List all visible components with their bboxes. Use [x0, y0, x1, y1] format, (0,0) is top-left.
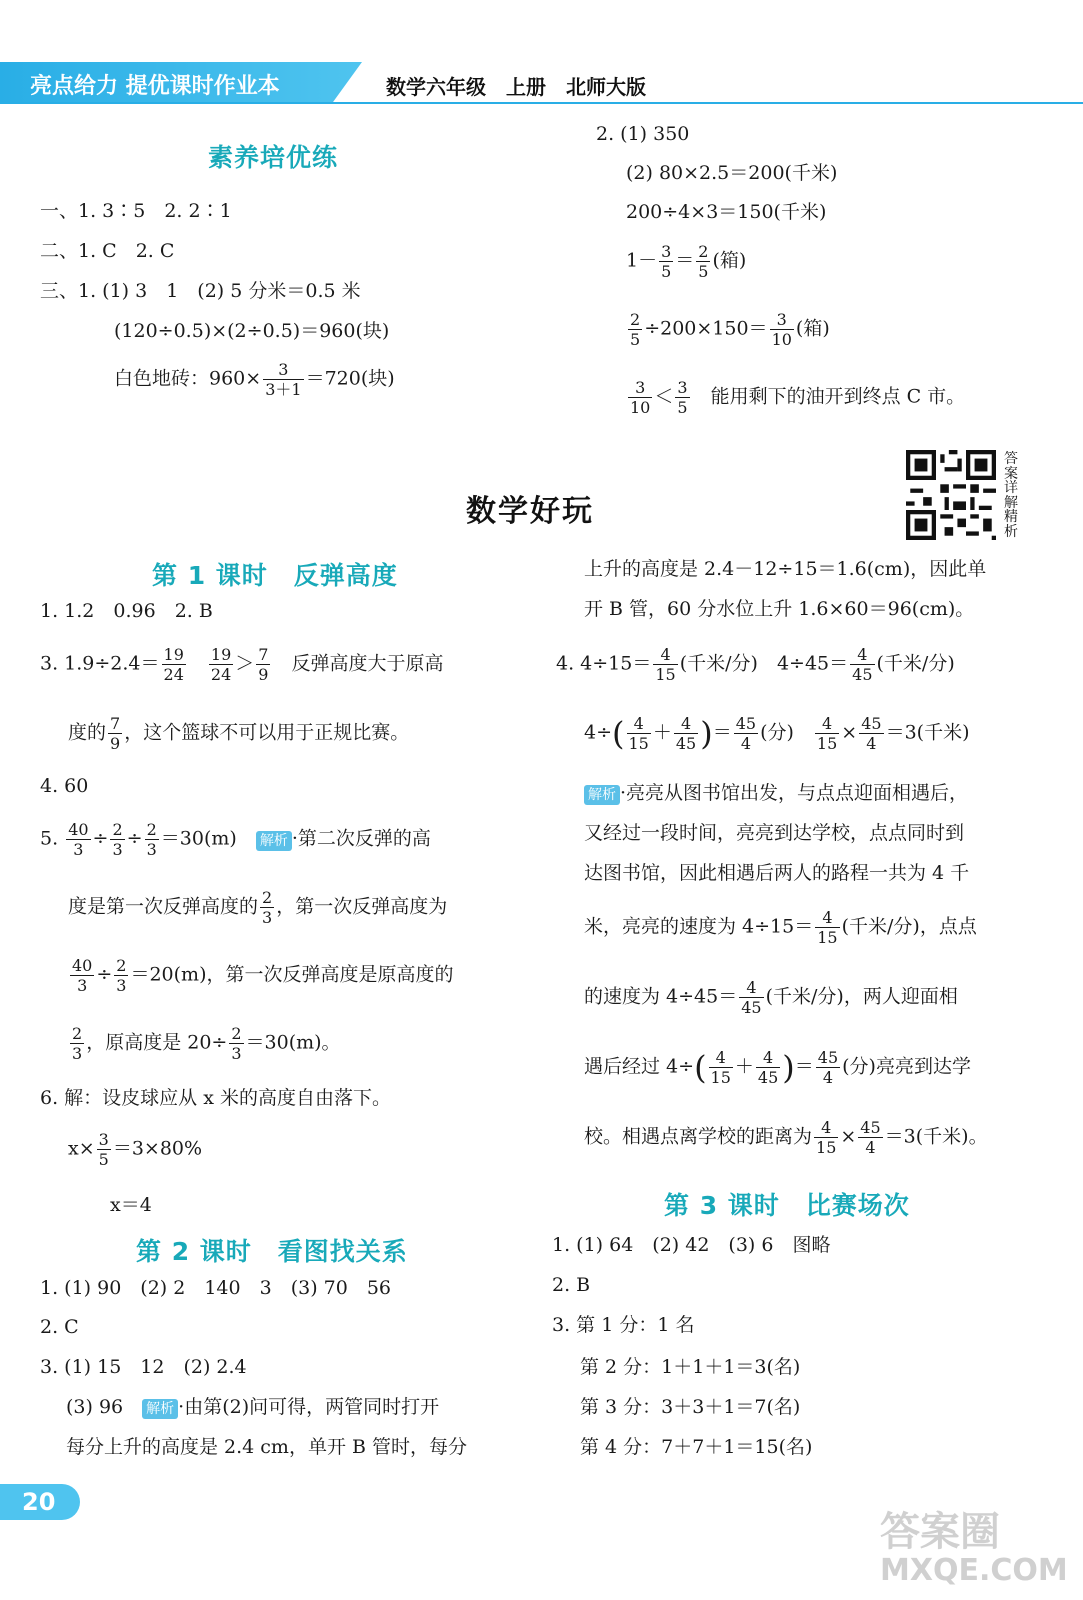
fraction: $\frac{2}{3}$ [146, 820, 157, 859]
fraction: $\frac{2}{3}$ [231, 1024, 242, 1063]
watermark-url: MXQE.COM [880, 1553, 1068, 1588]
answer-line: (2) 80×2.5＝200(千米) [626, 162, 838, 184]
answer-line: 3. (1) 15 12 (2) 2.4 [40, 1356, 247, 1378]
fraction: $\frac{3}{5}$ [98, 1130, 109, 1169]
fraction: $\frac{4}{45}$ [675, 714, 697, 753]
lesson-title: 第 1 课时 反弹高度 [152, 561, 398, 590]
answer-line: 又经过一段时间，亮亮到达学校，点点同时到 [584, 822, 965, 844]
answer-line: 上升的高度是 2.4－12÷15＝1.6(cm)，因此单 [584, 558, 987, 580]
answer-line: x＝4 [110, 1194, 152, 1216]
header-subject: 数学六年级 上册 北师大版 [386, 75, 646, 99]
answer-line: 第 3 分：3＋3＋1＝7(名) [580, 1396, 801, 1418]
answer-line: 4. 4÷15＝ $\frac{4}{15}$ (千米/分) 4÷45＝ $\frac{4}{45}$ (千米/分) [556, 645, 955, 684]
fraction: $\frac{2}{3}$ [112, 820, 123, 859]
fraction: $\frac{4}{45}$ [852, 645, 873, 684]
analysis-badge: 解析 [256, 831, 292, 851]
fraction: $\frac{45}{4}$ [860, 1118, 881, 1157]
answer-line: 6. 解：设皮球应从 x 米的高度自由落下。 [40, 1087, 391, 1109]
fraction: $\frac{45}{4}$ [861, 714, 882, 753]
fraction: $\frac{2}{5}$ [698, 242, 709, 281]
qr-code-icon[interactable] [906, 450, 996, 540]
answer-line: 200÷4×3＝150(千米) [626, 201, 827, 223]
answer-line: $\frac{2}{5}$ ÷200×150＝ $\frac{3}{10}$ (箱) [630, 310, 830, 349]
answer-line: 1－ $\frac{3}{5}$ ＝ $\frac{2}{5}$ (箱) [626, 242, 747, 281]
fraction: $\frac{45}{4}$ [735, 714, 757, 753]
chapter-title: 数学好玩 [466, 494, 594, 529]
answer-line: 5. $\frac{40}{3}$ ÷ $\frac{2}{3}$ ÷ $\frac{2}{3}$ ＝30(m) 解析 ·第二次反弹的高 [40, 820, 431, 859]
page-number: 20 [0, 1484, 80, 1520]
answer-line: 1. (1) 90 (2) 2 140 3 (3) 70 56 [40, 1277, 391, 1299]
answer-line: 达图书馆，因此相遇后两人的路程一共为 4 千 [584, 862, 970, 884]
fraction: $\frac{4}{15}$ [628, 714, 649, 753]
answer-line: 一、1. 3∶5 2. 2∶1 [40, 200, 232, 222]
answer-line: 米，亮亮的速度为 4÷15＝ $\frac{4}{15}$ (千米/分)，点点 [584, 908, 977, 947]
answer-line: 三、1. (1) 3 1 (2) 5 分米＝0.5 米 [40, 280, 361, 302]
answer-line: 白色地砖：960× $\frac{3}{3+1}$ ＝720(块) [114, 360, 395, 399]
fraction: $\frac{7}{9}$ [110, 714, 121, 753]
lesson-title: 第 3 课时 比赛场次 [664, 1191, 910, 1220]
fraction: $\frac{4}{15}$ [816, 1118, 837, 1157]
answer-line: 3. 1.9÷2.4＝ $\frac{19}{24}$ $\frac{19}{24}$ ＞ $\frac{7}{9}$ 反弹高度大于原高 [40, 645, 444, 684]
fraction: $\frac{3}{3+1}$ [265, 360, 302, 399]
fraction: $\frac{3}{5}$ [661, 242, 672, 281]
answer-line: 2. C [40, 1316, 79, 1338]
answer-line: 1. 1.2 0.96 2. B [40, 600, 213, 622]
fraction: $\frac{2}{3}$ [116, 956, 127, 995]
answer-line: 校。相遇点离学校的距离为 $\frac{4}{15}$ × $\frac{45}{4}$ ＝3(千米)。 [584, 1118, 988, 1157]
fraction: $\frac{4}{15}$ [655, 645, 676, 684]
fraction: $\frac{7}{9}$ [258, 645, 269, 684]
fraction: $\frac{4}{45}$ [757, 1048, 779, 1087]
fraction: $\frac{3}{5}$ [677, 378, 688, 417]
fraction: $\frac{4}{45}$ [741, 978, 762, 1017]
answer-line: 度是第一次反弹高度的 $\frac{2}{3}$ ，第一次反弹高度为 [68, 888, 448, 927]
answer-line: 开 B 管，60 分水位上升 1.6×60＝96(cm)。 [584, 598, 975, 620]
fraction: $\frac{4}{15}$ [817, 908, 838, 947]
answer-line: 第 2 分：1＋1＋1＝3(名) [580, 1356, 801, 1378]
fraction: $\frac{40}{3}$ [72, 956, 93, 995]
fraction: $\frac{2}{5}$ [630, 310, 641, 349]
header-brand: 亮点给力 提优课时作业本 [30, 74, 280, 99]
answer-line: 2. B [552, 1274, 591, 1296]
answer-line: 遇后经过 4÷( $\frac{4}{15}$ ＋ $\frac{4}{45}$ )＝ $\frac{45}{4}$ (分)亮亮到达学 [584, 1048, 971, 1087]
answer-line: 每分上升的高度是 2.4 cm，单开 B 管时，每分 [66, 1436, 467, 1458]
fraction: $\frac{2}{3}$ [262, 888, 273, 927]
fraction: $\frac{3}{10}$ [771, 310, 792, 349]
fraction: $\frac{4}{15}$ [710, 1048, 731, 1087]
answer-line: (120÷0.5)×(2÷0.5)＝960(块) [114, 320, 390, 342]
fraction: $\frac{45}{4}$ [817, 1048, 839, 1087]
fraction: $\frac{4}{15}$ [816, 714, 838, 753]
answer-line: $\frac{2}{3}$ ，原高度是 20÷ $\frac{2}{3}$ ＝30(m)。 [72, 1024, 341, 1063]
answer-line: 的速度为 4÷45＝ $\frac{4}{45}$ (千米/分)，两人迎面相 [584, 978, 958, 1017]
answer-line: 1. (1) 64 (2) 42 (3) 6 图略 [552, 1234, 831, 1256]
answer-line: 4÷( $\frac{4}{15}$ ＋ $\frac{4}{45}$ )＝ $\frac{45}{4}$ (分) $\frac{4}{15}$ × $\frac{45}{4}$ ＝3(千米) [584, 714, 970, 753]
section-title-suyang: 素养培优练 [208, 143, 339, 172]
answer-line: $\frac{40}{3}$ ÷ $\frac{2}{3}$ ＝20(m)，第一次反弹高度是原高度的 [72, 956, 454, 995]
answer-line: x× $\frac{3}{5}$ ＝3×80% [68, 1130, 203, 1169]
answer-line: 3. 第 1 分：1 名 [552, 1314, 695, 1336]
answer-line: 4. 60 [40, 775, 89, 797]
lesson-title: 第 2 课时 看图找关系 [136, 1237, 408, 1266]
answer-line: 度的 $\frac{7}{9}$ ，这个篮球不可以用于正规比赛。 [68, 714, 410, 753]
answer-line: 解析 ·亮亮从图书馆出发，与点点迎面相遇后， [584, 780, 968, 806]
fraction: $\frac{2}{3}$ [72, 1024, 83, 1063]
fraction: $\frac{19}{24}$ [210, 645, 232, 684]
answer-line: 二、1. C 2. C [40, 240, 175, 262]
fraction: $\frac{19}{24}$ [163, 645, 184, 684]
watermark: 答案圈 MXQE.COM [880, 1509, 1068, 1588]
answer-line: 2. (1) 350 [596, 123, 690, 145]
fraction: $\frac{3}{10}$ [630, 378, 651, 417]
answer-line: (3) 96 解析 ·由第(2)问可得，两管同时打开 [66, 1396, 440, 1418]
analysis-badge: 解析 [142, 1399, 178, 1419]
header-divider [0, 102, 1083, 104]
fraction: $\frac{40}{3}$ [68, 820, 89, 859]
answer-line: 第 4 分：7＋7＋1＝15(名) [580, 1436, 813, 1458]
qr-label: 答案详解精析 [1004, 451, 1018, 540]
answer-line: $\frac{3}{10}$ ＜ $\frac{3}{5}$ 能用剩下的油开到终点 C 市。 [630, 378, 966, 417]
analysis-badge: 解析 [584, 785, 620, 805]
